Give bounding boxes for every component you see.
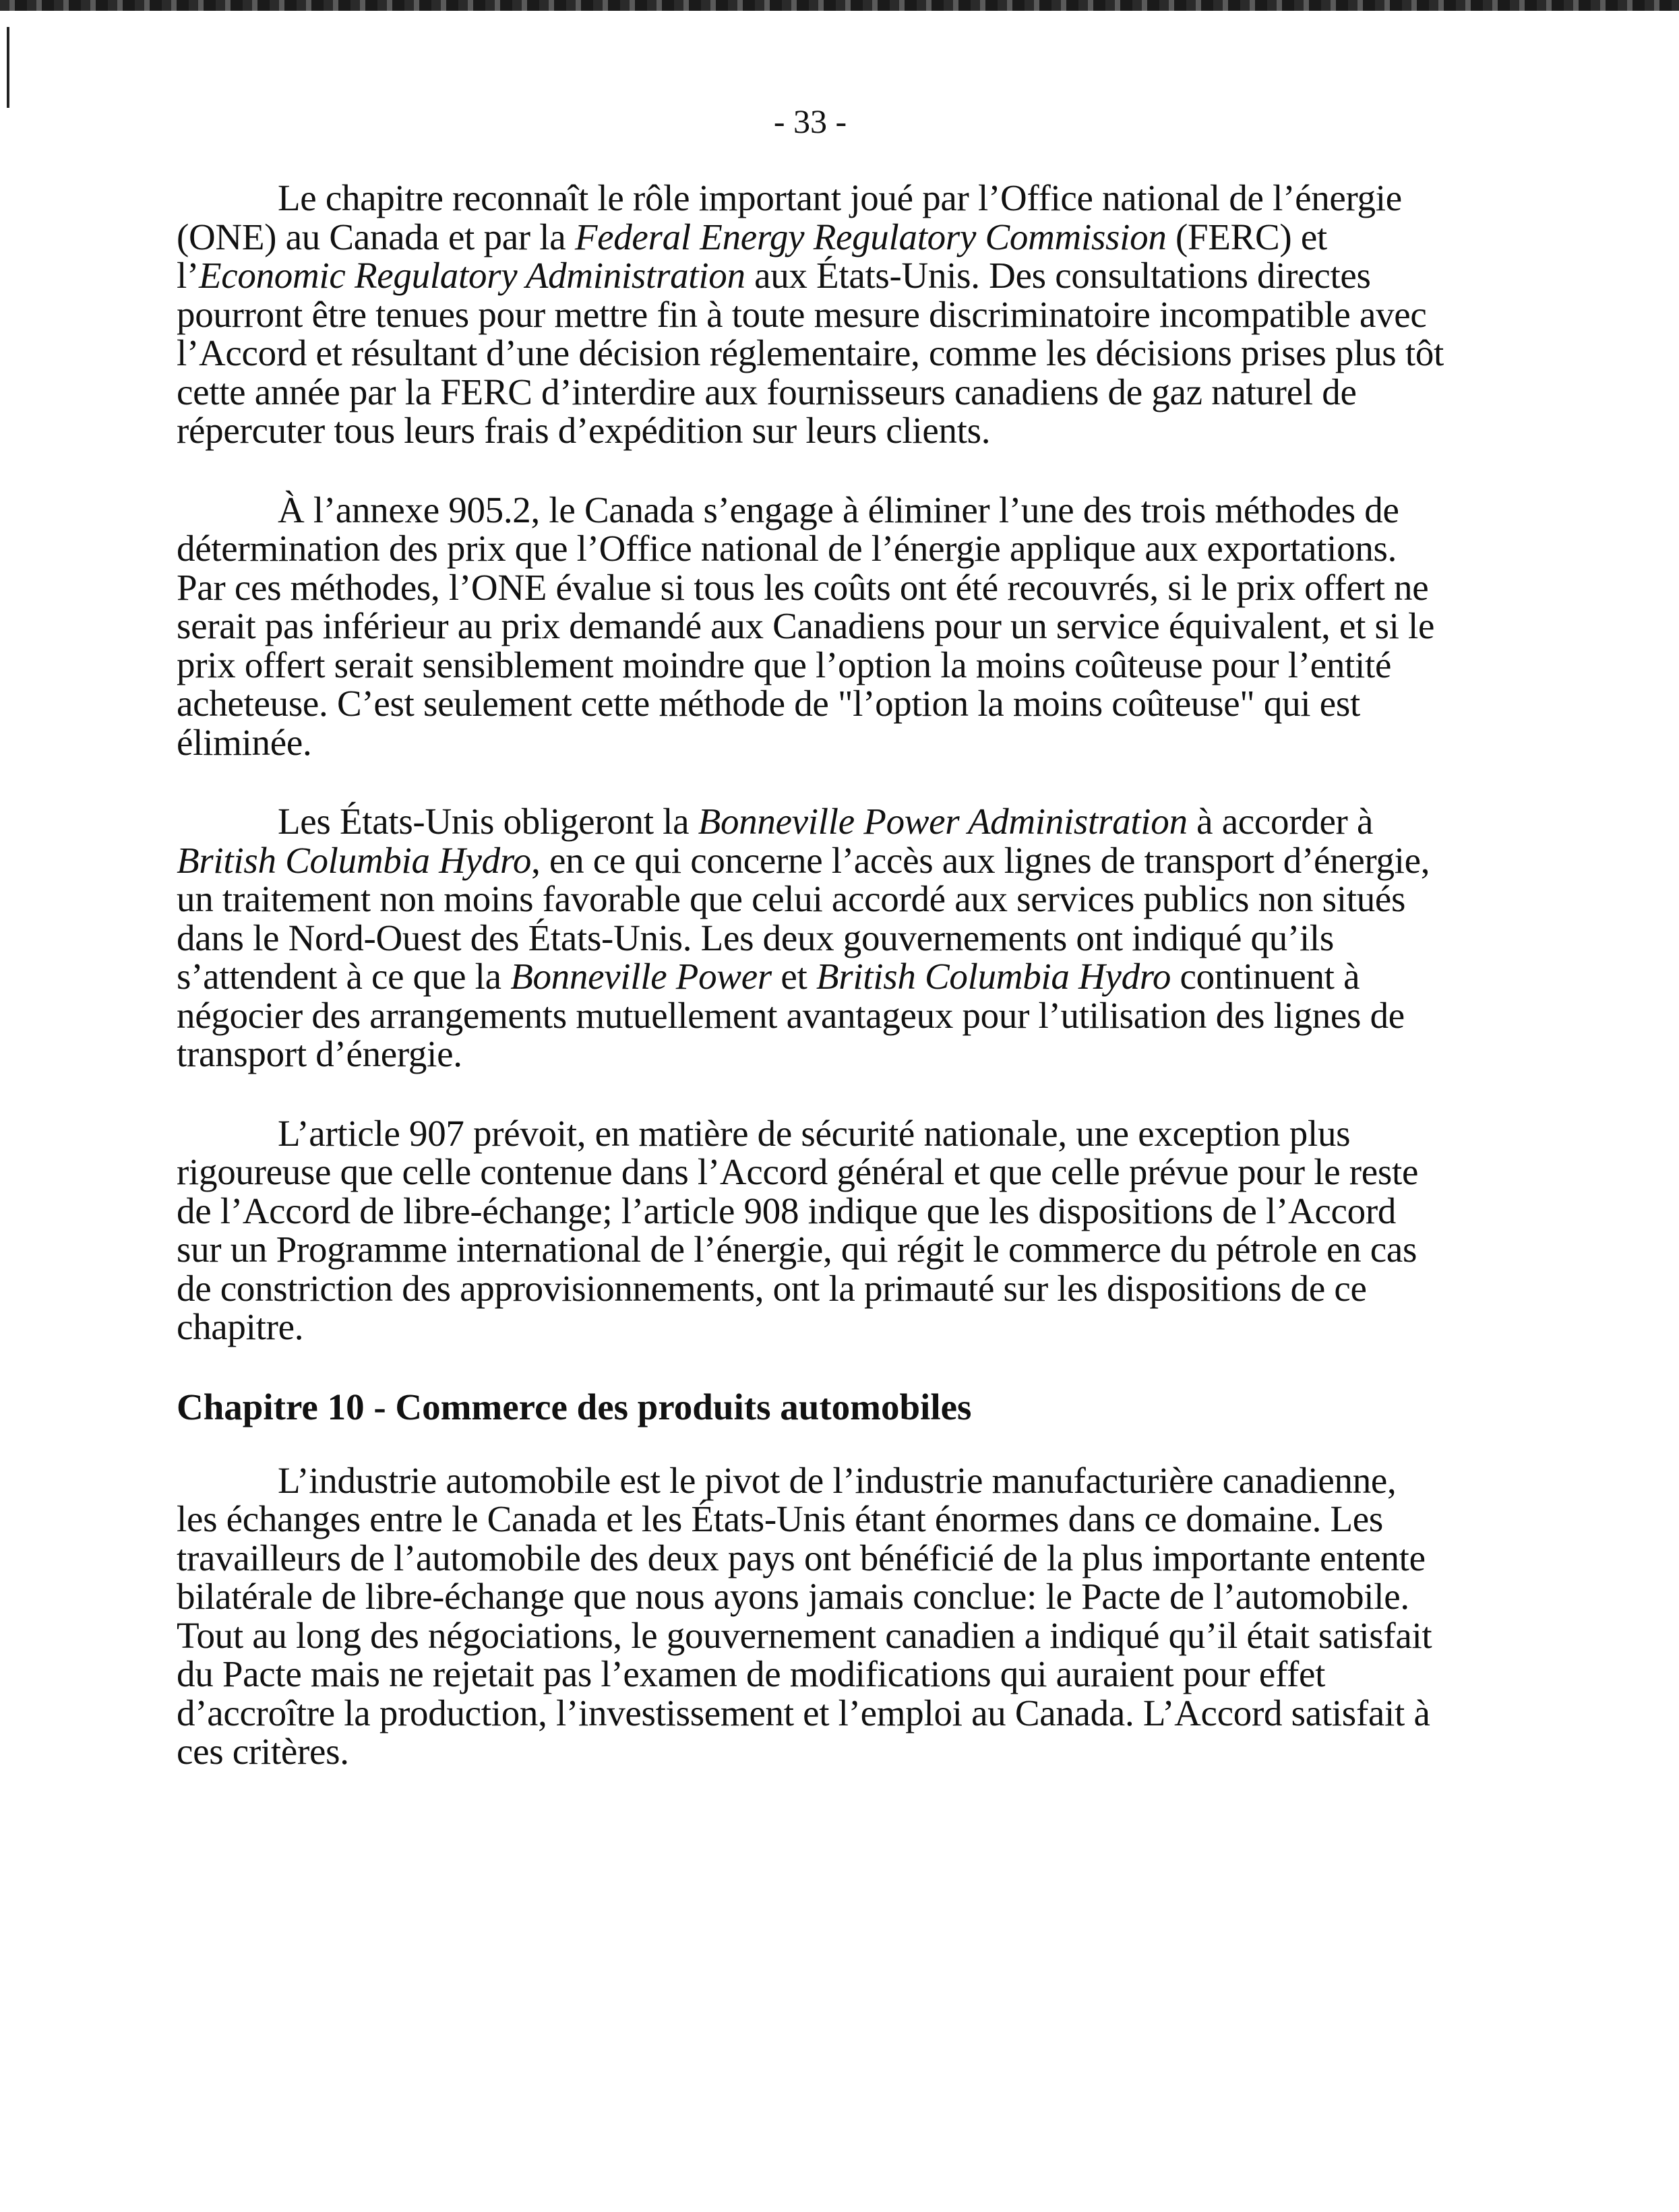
italic-agency-name: Federal Energy Regulatory Commission xyxy=(574,216,1167,257)
italic-agency-name: Bonneville Power Administration xyxy=(698,801,1188,842)
scan-left-edge xyxy=(7,27,9,108)
paragraph-auto-industry: L’industrie automobile est le pivot de l’industrie manufacturière canadienne, les échanges entre le Canada et les États-Unis étant énormes dans ce domaine. Les travailleurs de l’automobile des deux pays ont bénéficié de la plus importante entente bilatérale de libre-échange que nous ayons jamais conclue: le Pacte de l’automobile. Tout au long des négociations, le gouvernement canadien a indiqué qu’il était satisfait du Pacte mais ne rejetait pas l’examen de modifications qui auraient pour effet d’accroître la production, l’investissement et l’emploi au Canada. L’Accord satisfait à ces critères. xyxy=(177,1459,1432,1772)
text-run: et xyxy=(771,956,816,997)
text-run: à accorder à xyxy=(1187,801,1374,842)
paragraph-annex-905-2: À l’annexe 905.2, le Canada s’engage à éliminer l’une des trois méthodes de détermination des prix que l’Office national de l’énergie applique aux exportations. Par ces méthodes, l’ONE évalue si tous les coûts ont été recouvrés, si le prix offert ne serait pas inférieur au prix demandé aux Canadiens pour un service équivalent, et si le prix offert serait sensiblement moindre que l’option la moins coûteuse pour l’entité acheteuse. C’est seulement cette méthode de "l’option la moins coûteuse" qui est éliminée. xyxy=(177,489,1435,763)
italic-agency-name: British Columbia Hydro xyxy=(816,956,1171,997)
text-run: (FERC) et l’ xyxy=(177,216,1327,296)
paragraph-article-907: L’article 907 prévoit, en matière de sécurité nationale, une exception plus rigoureuse que celle contenue dans l’Accord général et que celle prévue pour le reste de l’Accord de libre-échange; l’article 908 indique que les dispositions de l’Accord sur un Programme international de l’énergie, qui régit le commerce du pétrole en cas de constriction des approvisionnements, ont la primauté sur les dispositions de ce chapitre. xyxy=(177,1112,1419,1347)
paragraph-bonneville-power xyxy=(177,802,1444,1074)
text-run: aux États-Unis. Des consultations directes pourront être tenues pour mettre fin à toute mesure discriminatoire incompatible avec l’Accord et résultant d’une décision réglementaire, comme les décisions prises plus tôt cette année par la FERC d’interdire aux fournisseurs canadiens de gaz naturel de répercuter tous leurs frais d’expédition sur leurs clients. xyxy=(177,255,1444,451)
section-heading-chapter-10: Chapitre 10 - Commerce des produits automobiles xyxy=(177,1386,972,1427)
text-run: Les États-Unis obligeront la xyxy=(278,801,698,842)
italic-agency-name: Bonneville Power xyxy=(510,956,772,997)
text-run: , en ce qui concerne l’accès aux lignes de transport d’énergie, un traitement non moins favorable que celui accordé aux services publics non situés dans le Nord-Ouest des États-Unis. Les deux gouvernements ont indiqué qu’ils s’attendent à ce que la xyxy=(177,839,1430,997)
italic-agency-name: British Columbia Hydro xyxy=(177,839,532,881)
text-run: Le chapitre reconnaît le rôle important joué par l’Office national de l’énergie (ONE) au Canada et par la xyxy=(177,177,1402,257)
document-page xyxy=(177,101,1444,1812)
text-run: continuent à négocier des arrangements mutuellement avantageux pour l’utilisation des lignes de transport d’énergie. xyxy=(177,956,1405,1074)
scan-top-edge xyxy=(0,0,1679,11)
italic-agency-name: Economic Regulatory Administration xyxy=(199,255,745,296)
paragraph-regulatory-bodies xyxy=(177,179,1444,450)
page-number: - 33 - xyxy=(773,102,847,140)
